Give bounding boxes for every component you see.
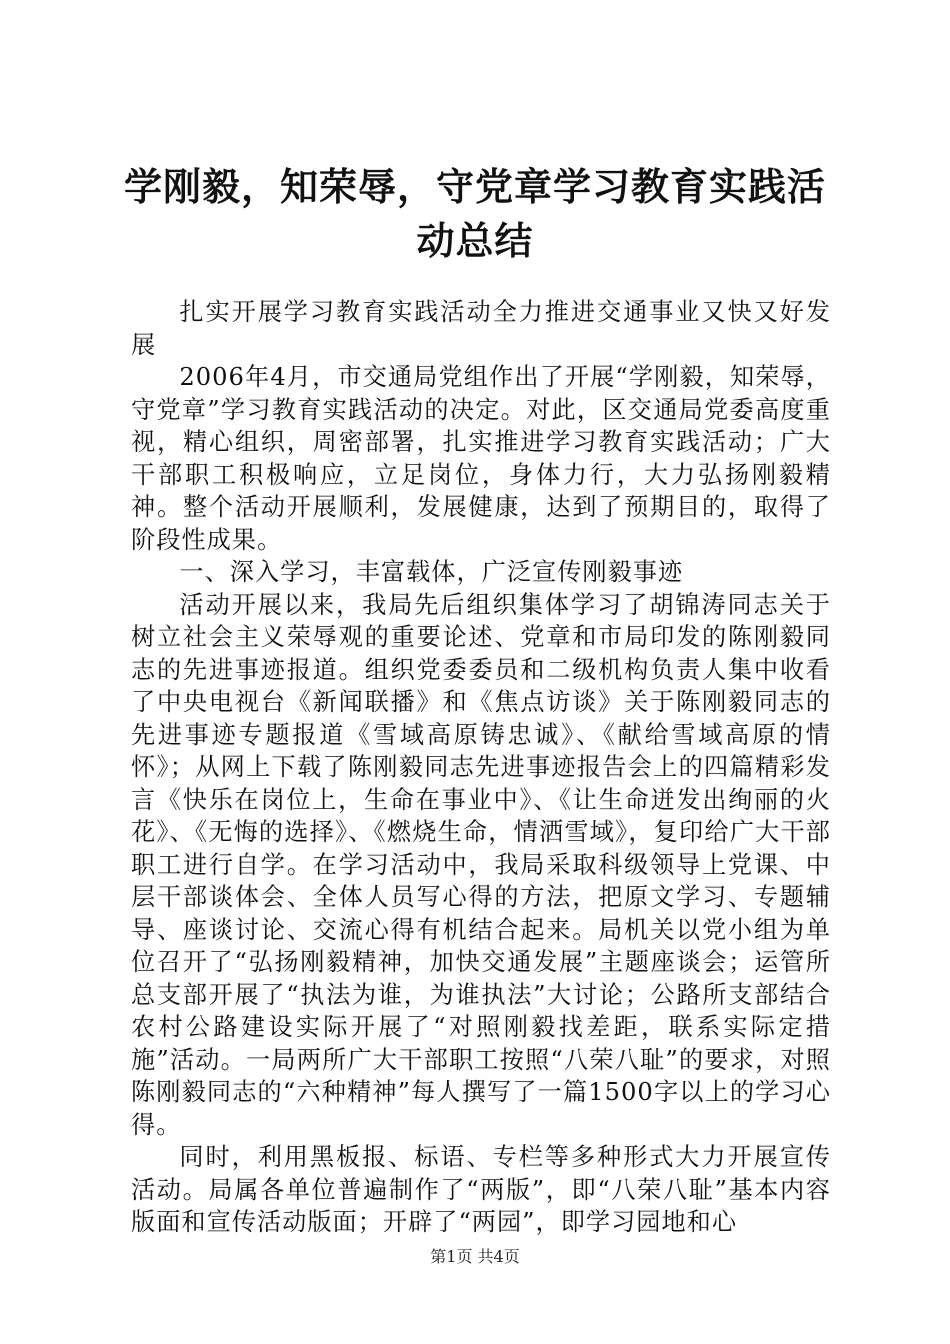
page-footer: 第1页 共4页 xyxy=(430,1247,520,1266)
section-heading: 一、深入学习，丰富载体，广泛宣传刚毅事迹 xyxy=(179,558,684,586)
document-body xyxy=(131,296,831,1239)
body-paragraph: 活动开展以来，我局先后组织集体学习了胡锦涛同志关于树立社会主义荣辱观的重要论述、党章和市局印发的陈刚毅同志的先进事迹报道。组织党委委员和二级机构负责人集中收看了中央电视台《新闻联播》和《焦点访谈》关于陈刚毅同志的先进事迹专题报道《雪域高原铸忠诚》、《献给雪域高原的情怀》；从网上下载了陈刚毅同志先进事迹报告会上的四篇精彩发言《快乐在岗位上，生命在事业中》、《让生命迸发出绚丽的火花》、《无悔的选择》、《燃烧生命，情洒雪域》，复印给广大干部职工进行自学。在学习活动中，我局采取科级领导上党课、中层干部谈体会、全体人员写心得的方法，把原文学习、专题辅导、座谈讨论、交流心得有机结合起来。局机关以党小组为单位召开了“弘扬刚毅精神，加快交通发展”主题座谈会；运管所总支部开展了“执法为谁，为谁执法”大讨论；公路所支部结合农村公路建设实际开展了“对照刚毅找差距，联系实际定措施”活动。一局两所广大干部职工按照“八荣八耻”的要求，对照陈刚毅同志的“六种精神”每人撰写了一篇1500字以上的学习心得。 xyxy=(131,590,831,1139)
document-title: 学刚毅，知荣辱，守党章学习教育实践活动总结 xyxy=(123,164,826,263)
body-paragraph: 同时，利用黑板报、标语、专栏等多种形式大力开展宣传活动。局属各单位普遍制作了“两版”，即“八荣八耻”基本内容版面和宣传活动版面；开辟了“两园”，即学习园地和心 xyxy=(131,1143,831,1236)
subtitle-paragraph: 扎实开展学习教育实践活动全力推进交通事业又快又好发展 xyxy=(131,298,831,359)
intro-paragraph: 2006年4月，市交通局党组作出了开展“学刚毅，知荣辱，守党章”学习教育实践活动的决定。对此，区交通局党委高度重视，精心组织，周密部署，扎实推进学习教育实践活动；广大干部职工积极响应，立足岗位，身体力行，大力弘扬刚毅精神。整个活动开展顺利，发展健康，达到了预期目的，取得了阶段性成果。 xyxy=(131,363,831,554)
